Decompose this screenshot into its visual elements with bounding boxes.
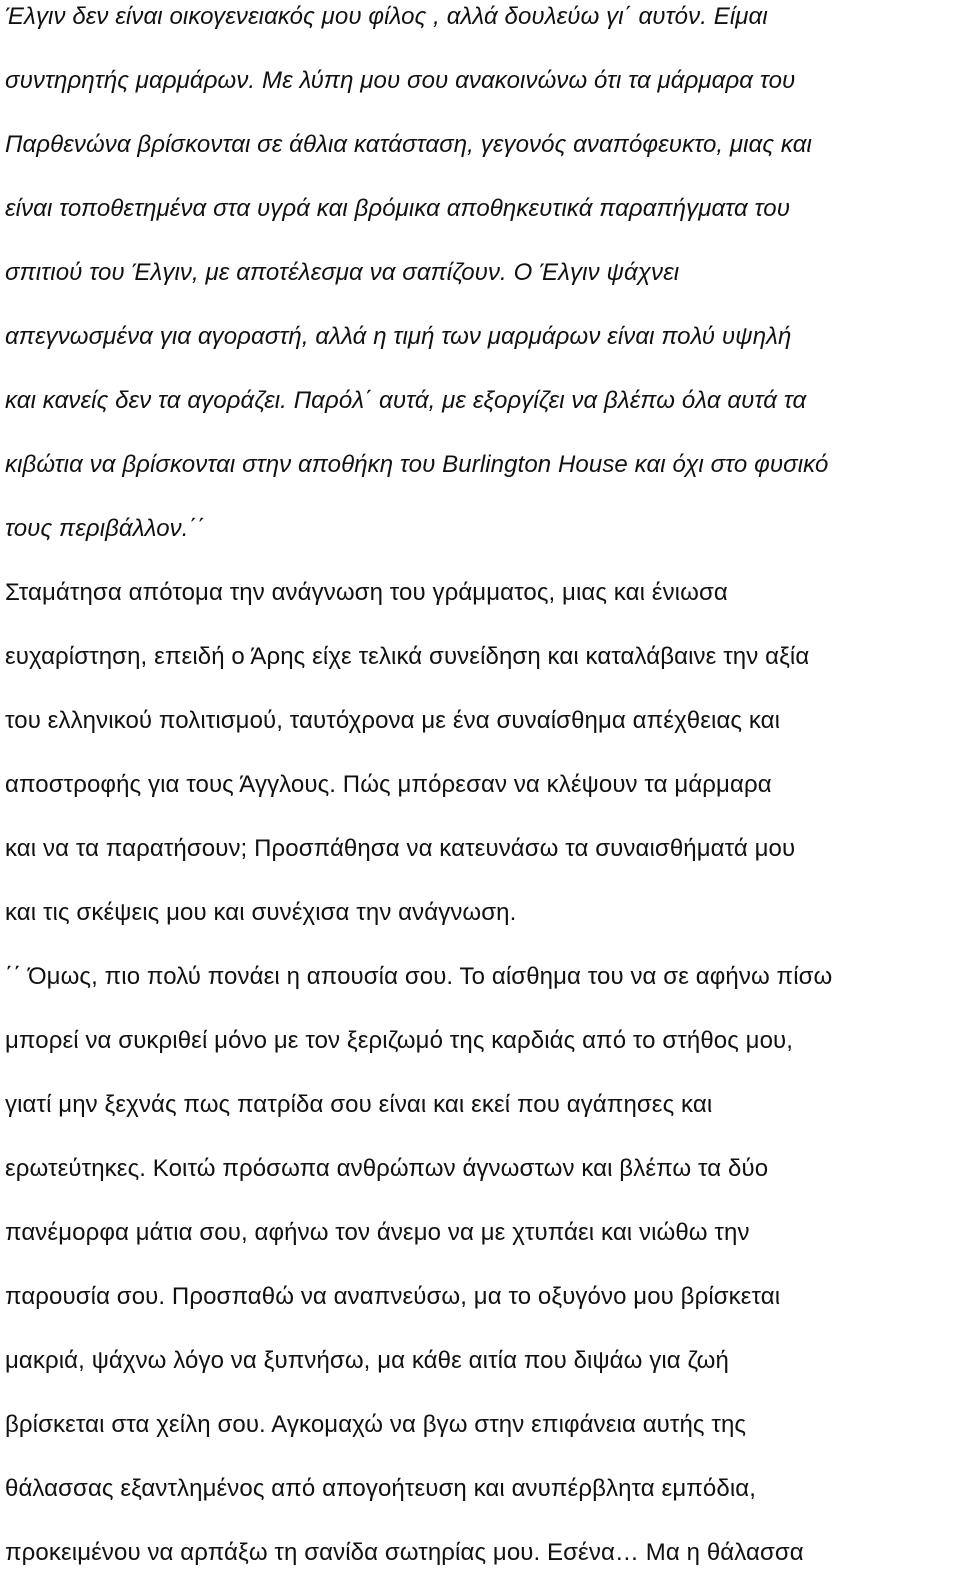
text-line: του ελληνικού πολιτισμού, ταυτόχρονα με ένα συναίσθημα απέχθειας και	[5, 707, 781, 734]
text-line: μπορεί να συκριθεί μόνο με τον ξεριζωμό της καρδιάς από το στήθος μου,	[5, 1027, 794, 1054]
text-line: παρουσία σου. Προσπαθώ να αναπνεύσω, μα το οξυγόνο μου βρίσκεται	[5, 1283, 781, 1310]
text-line: και να τα παρατήσουν; Προσπάθησα να κατευνάσω τα συναισθήματά μου	[5, 835, 796, 862]
text-line: Έλγιν δεν είναι οικογενειακός μου φίλος , αλλά δουλεύω γι΄ αυτόν. Είμαι	[5, 3, 768, 30]
text-line: προκειμένου να αρπάξω τη σανίδα σωτηρίας μου. Εσένα… Μα η θάλασσα	[5, 1539, 804, 1566]
text-line: Παρθενώνα βρίσκονται σε άθλια κατάσταση, γεγονός αναπόφευκτο, μιας και	[5, 131, 812, 158]
text-line: πανέμορφα μάτια σου, αφήνω τον άνεμο να με χτυπάει και νιώθω την	[5, 1219, 750, 1246]
text-line: ερωτεύτηκες. Κοιτώ πρόσωπα ανθρώπων άγνωστων και βλέπω τα δύο	[5, 1155, 769, 1182]
text-line: είναι τοποθετημένα στα υγρά και βρόμικα αποθηκευτικά παραπήγματα του	[5, 195, 791, 222]
text-line: απεγνωσμένα για αγοραστή, αλλά η τιμή των μαρμάρων είναι πολύ υψηλή	[5, 323, 792, 350]
text-line: θάλασσας εξαντλημένος από απογοήτευση και ανυπέρβλητα εμπόδια,	[5, 1475, 756, 1502]
text-line: και τις σκέψεις μου και συνέχισα την ανάγνωση.	[5, 899, 517, 926]
text-line: κιβώτια να βρίσκονται στην αποθήκη του Burlington House και όχι στο φυσικό	[5, 451, 829, 478]
text-line: ευχαρίστηση, επειδή ο Άρης είχε τελικά συνείδηση και καταλάβαινε την αξία	[5, 643, 810, 670]
text-line: μακριά, ψάχνω λόγο να ξυπνήσω, μα κάθε αιτία που διψάω για ζωή	[5, 1347, 729, 1374]
text-line: και κανείς δεν τα αγοράζει. Παρόλ΄ αυτά, με εξοργίζει να βλέπω όλα αυτά τα	[5, 387, 807, 414]
text-line: αποστροφής για τους Άγγλους. Πώς μπόρεσαν να κλέψουν τα μάρμαρα	[5, 771, 772, 798]
text-line: Σταμάτησα απότομα την ανάγνωση του γράμματος, μιας και ένιωσα	[5, 579, 728, 606]
text-line: ΄΄ Όμως, πιο πολύ πονάει η απουσία σου. Το αίσθημα του να σε αφήνω πίσω	[5, 963, 833, 990]
text-line: βρίσκεται στα χείλη σου. Αγκομαχώ να βγω στην επιφάνεια αυτής της	[5, 1411, 747, 1438]
text-line: γιατί μην ξεχνάς πως πατρίδα σου είναι και εκεί που αγάπησες και	[5, 1091, 713, 1118]
text-line: σπιτιού του Έλγιν, με αποτέλεσμα να σαπίζουν. Ο Έλγιν ψάχνει	[5, 259, 680, 286]
text-line: συντηρητής μαρμάρων. Με λύπη μου σου ανακοινώνω ότι τα μάρμαρα του	[5, 67, 796, 94]
text-line: τους περιβάλλον.΄΄	[5, 515, 205, 542]
